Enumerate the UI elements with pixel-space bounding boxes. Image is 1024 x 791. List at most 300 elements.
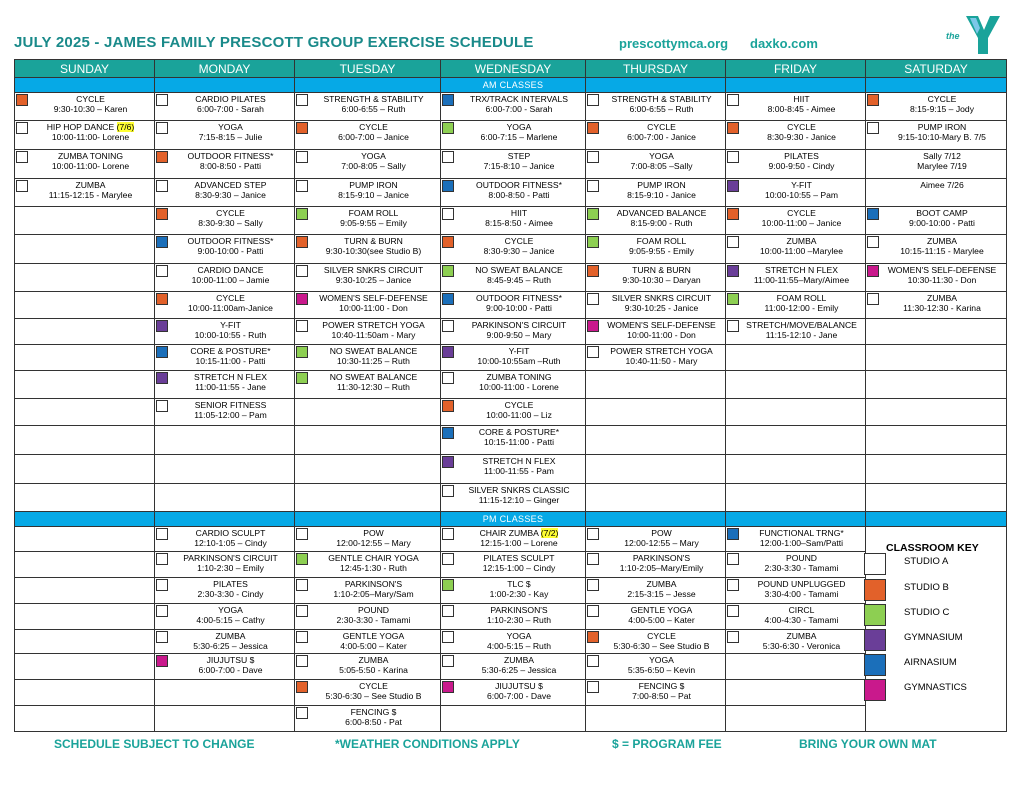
class-cell bbox=[726, 371, 866, 399]
class-time: 10:30-11:25 – Ruth bbox=[337, 356, 410, 366]
logo-text: the bbox=[946, 31, 960, 41]
room-color-swatch bbox=[442, 456, 454, 468]
class-name-text: Y-FIT bbox=[508, 346, 530, 356]
class-name-text: STRETCH N FLEX bbox=[482, 456, 556, 466]
class-cell bbox=[15, 319, 155, 345]
class-name bbox=[295, 179, 440, 190]
class-name bbox=[295, 455, 440, 456]
class-time: 3:30-4:00 - Tamami bbox=[764, 589, 839, 599]
class-time: 2:15-3:15 – Jesse bbox=[627, 589, 696, 599]
section-label: PM CLASSES bbox=[441, 512, 586, 527]
key-label: STUDIO B bbox=[904, 582, 949, 593]
class-name-text: OUTDOOR FITNESS* bbox=[187, 151, 274, 161]
class-time: 7:15-8:15 – Julie bbox=[198, 132, 263, 142]
class-time: 12:15-1:00 – Lorene bbox=[480, 538, 558, 548]
class-name bbox=[586, 292, 725, 303]
class-cell bbox=[15, 604, 155, 630]
schedule-row bbox=[15, 484, 1007, 512]
class-name-text: PUMP IRON bbox=[349, 180, 398, 190]
class-cell bbox=[726, 292, 866, 319]
class-cell bbox=[295, 371, 441, 399]
room-color-swatch bbox=[156, 528, 168, 540]
room-color-swatch bbox=[587, 122, 599, 134]
class-name-text: CYCLE bbox=[216, 293, 245, 303]
class-cell bbox=[726, 630, 866, 654]
room-color-swatch bbox=[727, 605, 739, 617]
room-color-swatch bbox=[587, 265, 599, 277]
class-name bbox=[155, 630, 294, 641]
class-name bbox=[441, 207, 585, 218]
class-name bbox=[441, 371, 585, 382]
class-time: 10:30-11:30 - Don bbox=[907, 275, 977, 285]
class-time: 11:00-11:55 - Pam bbox=[484, 466, 554, 476]
class-name bbox=[295, 319, 440, 330]
class-name bbox=[586, 319, 725, 330]
class-cell bbox=[586, 455, 726, 484]
room-color-swatch bbox=[442, 236, 454, 248]
class-time: 1:10-2:30 – Emily bbox=[197, 563, 264, 573]
class-name-text: ZUMBA bbox=[786, 631, 817, 641]
class-name bbox=[295, 264, 440, 275]
class-name bbox=[726, 578, 865, 589]
class-cell bbox=[295, 93, 441, 121]
class-name bbox=[155, 292, 294, 303]
class-name-text: ZUMBA bbox=[786, 236, 817, 246]
class-name bbox=[15, 426, 154, 427]
room-color-swatch bbox=[156, 579, 168, 591]
room-color-swatch bbox=[16, 94, 28, 106]
class-cell bbox=[586, 121, 726, 150]
class-name-text: YOGA bbox=[506, 122, 532, 132]
class-name-text: STEP bbox=[507, 151, 531, 161]
class-name-text: WOMEN'S SELF-DEFENSE bbox=[887, 265, 997, 275]
room-color-swatch bbox=[727, 94, 739, 106]
class-cell bbox=[586, 654, 726, 680]
key-label: STUDIO C bbox=[904, 607, 950, 618]
room-color-swatch bbox=[156, 346, 168, 358]
room-color-swatch bbox=[296, 236, 308, 248]
class-cell bbox=[155, 654, 295, 680]
class-name bbox=[295, 345, 440, 356]
class-name bbox=[726, 121, 865, 132]
class-cell bbox=[155, 484, 295, 512]
class-name-text: FOAM ROLL bbox=[348, 208, 399, 218]
class-cell bbox=[295, 630, 441, 654]
class-name bbox=[726, 179, 865, 190]
class-name bbox=[15, 207, 154, 208]
class-name bbox=[586, 399, 725, 400]
class-cell bbox=[15, 630, 155, 654]
class-name bbox=[15, 706, 154, 707]
class-name-text: PILATES bbox=[213, 579, 248, 589]
class-time: 8:30-9:30 – Sally bbox=[198, 218, 263, 228]
class-name-text: TURN & BURN bbox=[632, 265, 691, 275]
class-cell bbox=[586, 604, 726, 630]
class-time: 10:00-11:00 – Jamie bbox=[191, 275, 270, 285]
class-cell bbox=[586, 292, 726, 319]
class-time: 9:00-9:50 - Cindy bbox=[768, 161, 835, 171]
class-name-text: CYCLE bbox=[76, 94, 105, 104]
class-name bbox=[726, 150, 865, 161]
room-color-swatch bbox=[296, 320, 308, 332]
class-name-text: OUTDOOR FITNESS* bbox=[187, 236, 274, 246]
class-name-text: PARKINSON'S CIRCUIT bbox=[183, 553, 278, 563]
footer-note-weather: *WEATHER CONDITIONS APPLY bbox=[335, 737, 520, 751]
class-name bbox=[295, 399, 440, 400]
class-time: 5:35-6:50 – Kevin bbox=[627, 665, 696, 675]
class-name bbox=[586, 455, 725, 456]
room-color-swatch bbox=[587, 346, 599, 358]
room-color-swatch bbox=[442, 94, 454, 106]
class-time: 4:00-5:15 – Ruth bbox=[486, 641, 552, 651]
class-cell bbox=[586, 578, 726, 604]
class-cell bbox=[726, 455, 866, 484]
class-name-text: Aimee 7/26 bbox=[920, 180, 964, 190]
class-name bbox=[15, 121, 154, 132]
key-label: GYMNASTICS bbox=[904, 682, 967, 693]
section-cell bbox=[726, 78, 866, 93]
class-time: 9:00-10:00 - Patti bbox=[909, 218, 975, 228]
room-color-swatch bbox=[727, 293, 739, 305]
class-cell bbox=[441, 484, 586, 512]
class-name bbox=[155, 578, 294, 589]
class-time: 9:30-10:30(see Studio B) bbox=[325, 246, 422, 256]
class-time: 6:00-7:15 – Marlene bbox=[480, 132, 558, 142]
class-time: 9:00-10:00 - Patti bbox=[197, 246, 264, 256]
room-color-swatch bbox=[156, 180, 168, 192]
class-name bbox=[441, 484, 585, 495]
class-name bbox=[15, 578, 154, 579]
room-color-swatch bbox=[727, 579, 739, 591]
section-cell bbox=[726, 512, 866, 527]
class-cell bbox=[15, 264, 155, 292]
class-name-text: NO SWEAT BALANCE bbox=[329, 346, 418, 356]
class-time: 10:15-11:00 - Patti bbox=[483, 437, 555, 447]
schedule-row bbox=[15, 371, 1007, 399]
class-name bbox=[726, 93, 865, 104]
class-name-text: GENTLE YOGA bbox=[342, 631, 405, 641]
class-time: 8:00-8:45 - Aimee bbox=[767, 104, 836, 114]
schedule-row bbox=[15, 578, 1007, 604]
class-name-text: CYCLE bbox=[787, 122, 816, 132]
room-color-swatch bbox=[587, 579, 599, 591]
room-color-swatch bbox=[296, 265, 308, 277]
class-name-text: POUND UNPLUGGED bbox=[757, 579, 846, 589]
class-time: 11:15-12:15 - Marylee bbox=[48, 190, 133, 200]
class-time: 12:00-12:55 – Mary bbox=[336, 538, 411, 548]
class-time: 6:00-6:55 – Ruth bbox=[629, 104, 694, 114]
class-name-text: ZUMBA bbox=[926, 236, 958, 246]
class-cell bbox=[295, 121, 441, 150]
class-name bbox=[441, 121, 585, 132]
class-name bbox=[155, 604, 294, 615]
class-cell bbox=[155, 680, 295, 706]
class-name bbox=[586, 179, 725, 190]
room-color-swatch bbox=[587, 293, 599, 305]
schedule-row bbox=[15, 399, 1007, 426]
class-name-text: POW bbox=[651, 528, 672, 538]
class-time: 10:15-11:15 - Marylee bbox=[900, 246, 984, 256]
class-name bbox=[441, 578, 585, 589]
class-cell bbox=[866, 207, 1007, 235]
class-time: 7:00-8:05 – Sally bbox=[341, 161, 406, 171]
class-name-text: CYCLE bbox=[359, 681, 388, 691]
footer-note-fee: $ = PROGRAM FEE bbox=[612, 737, 722, 751]
room-color-swatch bbox=[442, 151, 454, 163]
class-time: 4:00-5:00 – Kater bbox=[340, 641, 407, 651]
class-name bbox=[155, 235, 294, 246]
room-color-swatch bbox=[587, 553, 599, 565]
class-time: 12:10-1:05 – Cindy bbox=[194, 538, 267, 548]
class-name bbox=[726, 604, 865, 615]
date-highlight: (7/2) bbox=[540, 528, 559, 538]
class-cell bbox=[155, 207, 295, 235]
class-name bbox=[295, 552, 440, 563]
room-color-swatch bbox=[296, 553, 308, 565]
room-color-swatch bbox=[296, 346, 308, 358]
class-name bbox=[586, 484, 725, 485]
class-cell bbox=[441, 264, 586, 292]
class-name-text: FOAM ROLL bbox=[636, 236, 687, 246]
class-name-text: FOAM ROLL bbox=[776, 293, 827, 303]
key-label: AIRNASIUM bbox=[904, 657, 957, 668]
class-cell bbox=[15, 552, 155, 578]
class-cell bbox=[295, 264, 441, 292]
class-cell bbox=[726, 399, 866, 426]
class-time: 2:30-3:30 - Cindy bbox=[197, 589, 264, 599]
class-cell bbox=[866, 93, 1007, 121]
class-name bbox=[726, 235, 865, 246]
day-header: SATURDAY bbox=[866, 60, 1007, 78]
room-color-swatch bbox=[727, 180, 739, 192]
room-color-swatch bbox=[867, 122, 879, 134]
class-name bbox=[866, 319, 1006, 320]
class-name bbox=[586, 604, 725, 615]
class-name-text: ADVANCED BALANCE bbox=[616, 208, 707, 218]
class-name bbox=[586, 207, 725, 218]
class-cell bbox=[155, 527, 295, 552]
key-item bbox=[864, 679, 1004, 703]
website-link-ymca[interactable]: prescottymca.org bbox=[619, 36, 729, 51]
class-name bbox=[295, 235, 440, 246]
class-name bbox=[586, 578, 725, 589]
class-name bbox=[441, 426, 585, 437]
room-color-swatch bbox=[867, 293, 879, 305]
class-name bbox=[155, 527, 294, 538]
class-name-text: JIUJUTSU $ bbox=[206, 655, 255, 665]
class-name bbox=[586, 680, 725, 691]
website-link-daxko[interactable]: daxko.com bbox=[750, 36, 818, 51]
class-cell bbox=[155, 345, 295, 371]
class-time: 6:00-7:00 - Sarah bbox=[485, 104, 553, 114]
class-time: 10:40-11:50am - Mary bbox=[331, 330, 416, 340]
class-name bbox=[866, 150, 1006, 161]
class-time: 10:00-11:00- Lorene bbox=[51, 161, 130, 171]
room-color-swatch bbox=[587, 180, 599, 192]
room-color-swatch bbox=[442, 320, 454, 332]
class-time: 10:00-10:55am –Ruth bbox=[477, 356, 561, 366]
room-color-swatch bbox=[156, 655, 168, 667]
class-name-text: STRENGTH & STABILITY bbox=[323, 94, 424, 104]
room-color-swatch bbox=[296, 605, 308, 617]
class-cell bbox=[295, 319, 441, 345]
class-time: 10:00-10:55 – Pam bbox=[764, 190, 839, 200]
class-name bbox=[295, 484, 440, 485]
class-name bbox=[295, 578, 440, 589]
room-color-swatch bbox=[727, 631, 739, 643]
class-cell bbox=[726, 319, 866, 345]
class-time: 5:30-6:30 – See Studio B bbox=[325, 691, 422, 701]
class-cell bbox=[726, 484, 866, 512]
class-name-text: OUTDOOR FITNESS* bbox=[476, 293, 562, 303]
class-time: 9:30-10:30 – Karen bbox=[53, 104, 128, 114]
page-title: JULY 2025 - JAMES FAMILY PRESCOTT GROUP EXERCISE SCHEDULE bbox=[14, 34, 534, 51]
class-cell bbox=[441, 680, 586, 706]
class-name bbox=[586, 150, 725, 161]
class-time: 6:00-7:00 – Janice bbox=[338, 132, 409, 142]
class-time: 5:05-5:50 - Karina bbox=[339, 665, 408, 675]
class-name-text: CYCLE bbox=[504, 400, 534, 410]
class-name bbox=[441, 604, 585, 615]
class-cell bbox=[586, 319, 726, 345]
class-cell bbox=[295, 150, 441, 179]
room-color-swatch bbox=[296, 655, 308, 667]
class-time: 12:00-12:55 – Mary bbox=[624, 538, 699, 548]
class-name bbox=[441, 706, 585, 707]
schedule-row bbox=[15, 680, 1007, 706]
schedule-row bbox=[15, 527, 1007, 552]
class-cell bbox=[726, 527, 866, 552]
class-time: 10:00-11:00 – Liz bbox=[486, 410, 552, 420]
class-name bbox=[441, 455, 585, 466]
class-time: 11:05-12:00 – Pam bbox=[194, 410, 267, 420]
class-cell bbox=[441, 207, 586, 235]
class-time: 6:00-7:00 - Dave bbox=[198, 665, 263, 675]
key-label: STUDIO A bbox=[904, 556, 949, 567]
class-cell bbox=[586, 207, 726, 235]
class-cell bbox=[295, 179, 441, 207]
class-cell bbox=[866, 150, 1007, 179]
room-color-swatch bbox=[156, 631, 168, 643]
section-cell bbox=[866, 512, 1007, 527]
class-time: 11:00-12:00 - Emily bbox=[764, 303, 839, 313]
schedule-row bbox=[15, 121, 1007, 150]
class-name bbox=[155, 179, 294, 190]
class-name bbox=[866, 292, 1006, 303]
class-name-text: FENCING $ bbox=[638, 681, 685, 691]
class-name bbox=[726, 680, 865, 681]
class-cell bbox=[15, 207, 155, 235]
class-name-text: ZUMBA bbox=[926, 293, 958, 303]
class-time: 10:00-11:00 - Lorene bbox=[479, 382, 559, 392]
class-name bbox=[15, 527, 154, 528]
room-color-swatch bbox=[442, 605, 454, 617]
class-cell bbox=[586, 345, 726, 371]
class-name-text: HIIT bbox=[510, 208, 528, 218]
class-name bbox=[155, 93, 294, 104]
class-cell bbox=[726, 578, 866, 604]
class-time: 6:00-8:50 - Pat bbox=[345, 717, 402, 727]
class-name bbox=[155, 150, 294, 161]
schedule-row bbox=[15, 706, 1007, 732]
room-color-swatch bbox=[587, 655, 599, 667]
class-name-text: STRETCH N FLEX bbox=[193, 372, 268, 382]
class-time: 12:15-1:00 – Cindy bbox=[482, 563, 556, 573]
room-color-swatch bbox=[867, 94, 879, 106]
class-name-text: SILVER SNKRS CLASSIC bbox=[468, 485, 570, 495]
class-cell bbox=[441, 371, 586, 399]
class-name bbox=[15, 93, 154, 104]
class-name-text: NO SWEAT BALANCE bbox=[329, 372, 418, 382]
room-color-swatch bbox=[156, 236, 168, 248]
class-name bbox=[586, 121, 725, 132]
class-name bbox=[866, 426, 1006, 427]
room-color-swatch bbox=[442, 122, 454, 134]
class-cell bbox=[155, 399, 295, 426]
class-cell bbox=[866, 319, 1007, 345]
ymca-y-icon bbox=[960, 14, 1000, 54]
class-cell bbox=[155, 121, 295, 150]
class-cell bbox=[586, 150, 726, 179]
class-name bbox=[726, 264, 865, 275]
day-header: TUESDAY bbox=[295, 60, 441, 78]
class-name bbox=[866, 93, 1006, 104]
class-cell bbox=[586, 426, 726, 455]
class-name-text: ZUMBA TONING bbox=[57, 151, 124, 161]
class-cell bbox=[295, 578, 441, 604]
class-name bbox=[441, 630, 585, 641]
class-cell bbox=[441, 455, 586, 484]
class-cell bbox=[866, 292, 1007, 319]
day-header: SUNDAY bbox=[15, 60, 155, 78]
class-name bbox=[726, 630, 865, 641]
class-name-text: YOGA bbox=[218, 605, 243, 615]
class-name-text: CYCLE bbox=[647, 122, 676, 132]
class-name bbox=[155, 455, 294, 456]
class-cell bbox=[441, 578, 586, 604]
class-time: 9:30-10:30 – Daryan bbox=[622, 275, 701, 285]
room-color-swatch bbox=[727, 320, 739, 332]
class-name-text: HIP HOP DANCE bbox=[46, 122, 115, 132]
class-name bbox=[441, 654, 585, 665]
class-name-text: Y-FIT bbox=[220, 320, 241, 330]
room-color-swatch bbox=[442, 681, 454, 693]
class-name bbox=[15, 319, 154, 320]
class-name bbox=[295, 654, 440, 665]
section-cell bbox=[866, 78, 1007, 93]
class-time: 10:00-11:00- Lorene bbox=[51, 132, 130, 142]
class-time: 8:15-9:15 – Jody bbox=[909, 104, 975, 114]
class-name bbox=[15, 150, 154, 161]
class-name-text: STRETCH N FLEX bbox=[764, 265, 839, 275]
class-cell bbox=[155, 455, 295, 484]
schedule-table bbox=[14, 59, 1007, 732]
class-name bbox=[866, 345, 1006, 346]
class-cell bbox=[441, 604, 586, 630]
schedule-row bbox=[15, 426, 1007, 455]
room-color-swatch bbox=[727, 208, 739, 220]
class-time: 9:30-10:25 - Janice bbox=[624, 303, 699, 313]
section-cell bbox=[155, 78, 295, 93]
class-time: 8:15-9:00 - Ruth bbox=[630, 218, 693, 228]
class-cell bbox=[726, 604, 866, 630]
class-name-text: SENIOR FITNESS bbox=[194, 400, 267, 410]
class-name bbox=[866, 121, 1006, 132]
class-time: 10:40-11:50 - Mary bbox=[625, 356, 698, 366]
class-name-text: POWER STRETCH YOGA bbox=[610, 346, 713, 356]
class-name bbox=[586, 371, 725, 372]
room-color-swatch bbox=[442, 553, 454, 565]
